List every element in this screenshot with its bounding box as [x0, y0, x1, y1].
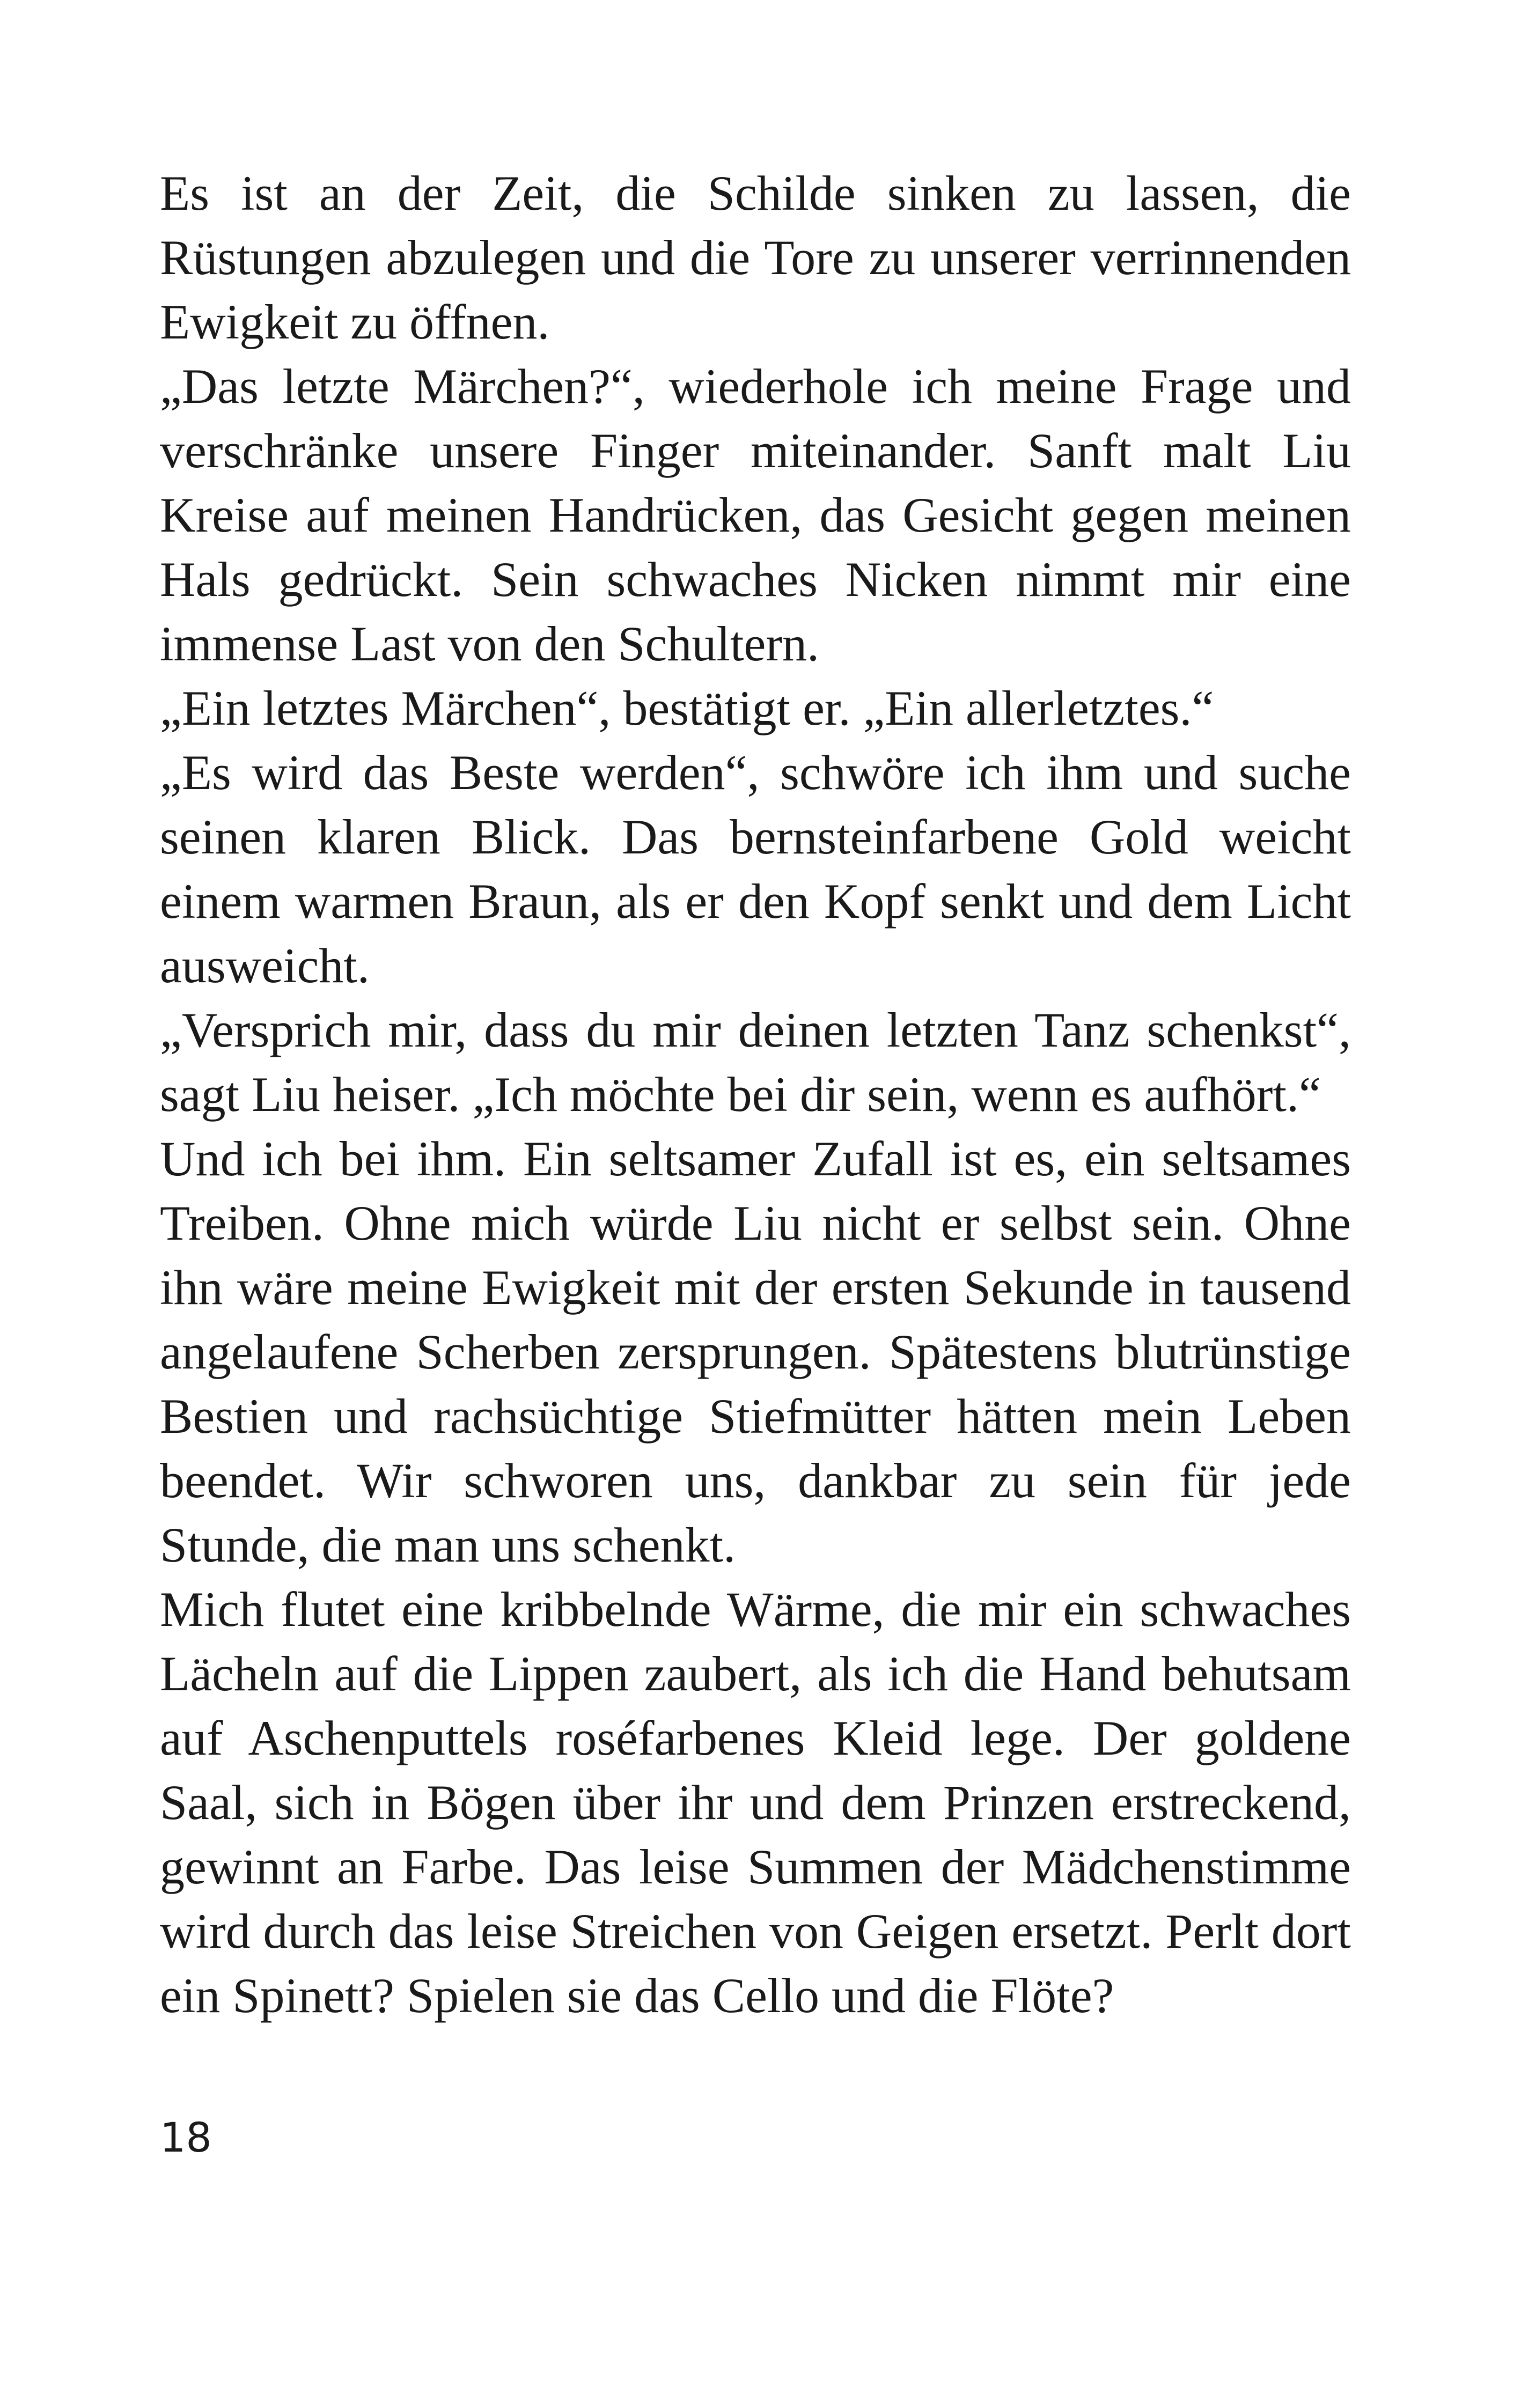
page-number: 18 — [160, 2114, 212, 2161]
paragraph-5: „Versprich mir, dass du mir deinen letzten Tanz schenkst“, sagt Liu heiser. „Ich möchte bei dir sein, wenn es aufhört.“ — [160, 1003, 1351, 1122]
paragraph-7: Mich flutet eine kribbelnde Wärme, die mir ein schwaches Lächeln auf die Lippen zaubert, als ich die Hand behutsam auf Aschenputtels roséfarbenes Kleid lege. Der goldene Saal, sich in Bögen über ihr und dem Prinzen erstreckend, gewinnt an Farbe. Das leise Summen der Mädchenstimme wird durch das leise Streichen von Geigen ersetzt. Perlt dort ein Spinett? Spielen sie das Cello und die Flöte? — [160, 1582, 1351, 2023]
paragraph-1: Es ist an der Zeit, die Schilde sinken zu lassen, die Rüstungen abzulegen und die Tore zu unserer verrinnenden Ewigkeit zu öffnen. — [160, 166, 1351, 349]
paragraph-6: Und ich bei ihm. Ein seltsamer Zufall ist es, ein seltsames Treiben. Ohne mich würde Liu nicht er selbst sein. Ohne ihn wäre meine Ewigkeit mit der ersten Sekunde in tausend angelaufene Scherben zersprungen. Spätestens blutrünstige Bestien und rachsüchtige Stiefmütter hätten mein Leben beendet. Wir schworen uns, dankbar zu sein für jede Stunde, die man uns schenkt. — [160, 1131, 1351, 1572]
paragraph-2: „Das letzte Märchen?“, wiederhole ich meine Frage und verschränke unsere Finger miteinander. Sanft malt Liu Kreise auf meinen Handrücken, das Gesicht gegen meinen Hals gedrückt. Sein schwaches Nicken nimmt mir eine immense Last von den Schultern. — [160, 359, 1351, 671]
paragraph-4: „Es wird das Beste werden“, schwöre ich ihm und suche seinen klaren Blick. Das bernsteinfarbene Gold weicht einem warmen Braun, als er den Kopf senkt und dem Licht ausweicht. — [160, 745, 1351, 993]
body-text — [160, 161, 1351, 2028]
paragraph-3: „Ein letztes Märchen“, bestätigt er. „Ein allerletztes.“ — [160, 681, 1214, 735]
